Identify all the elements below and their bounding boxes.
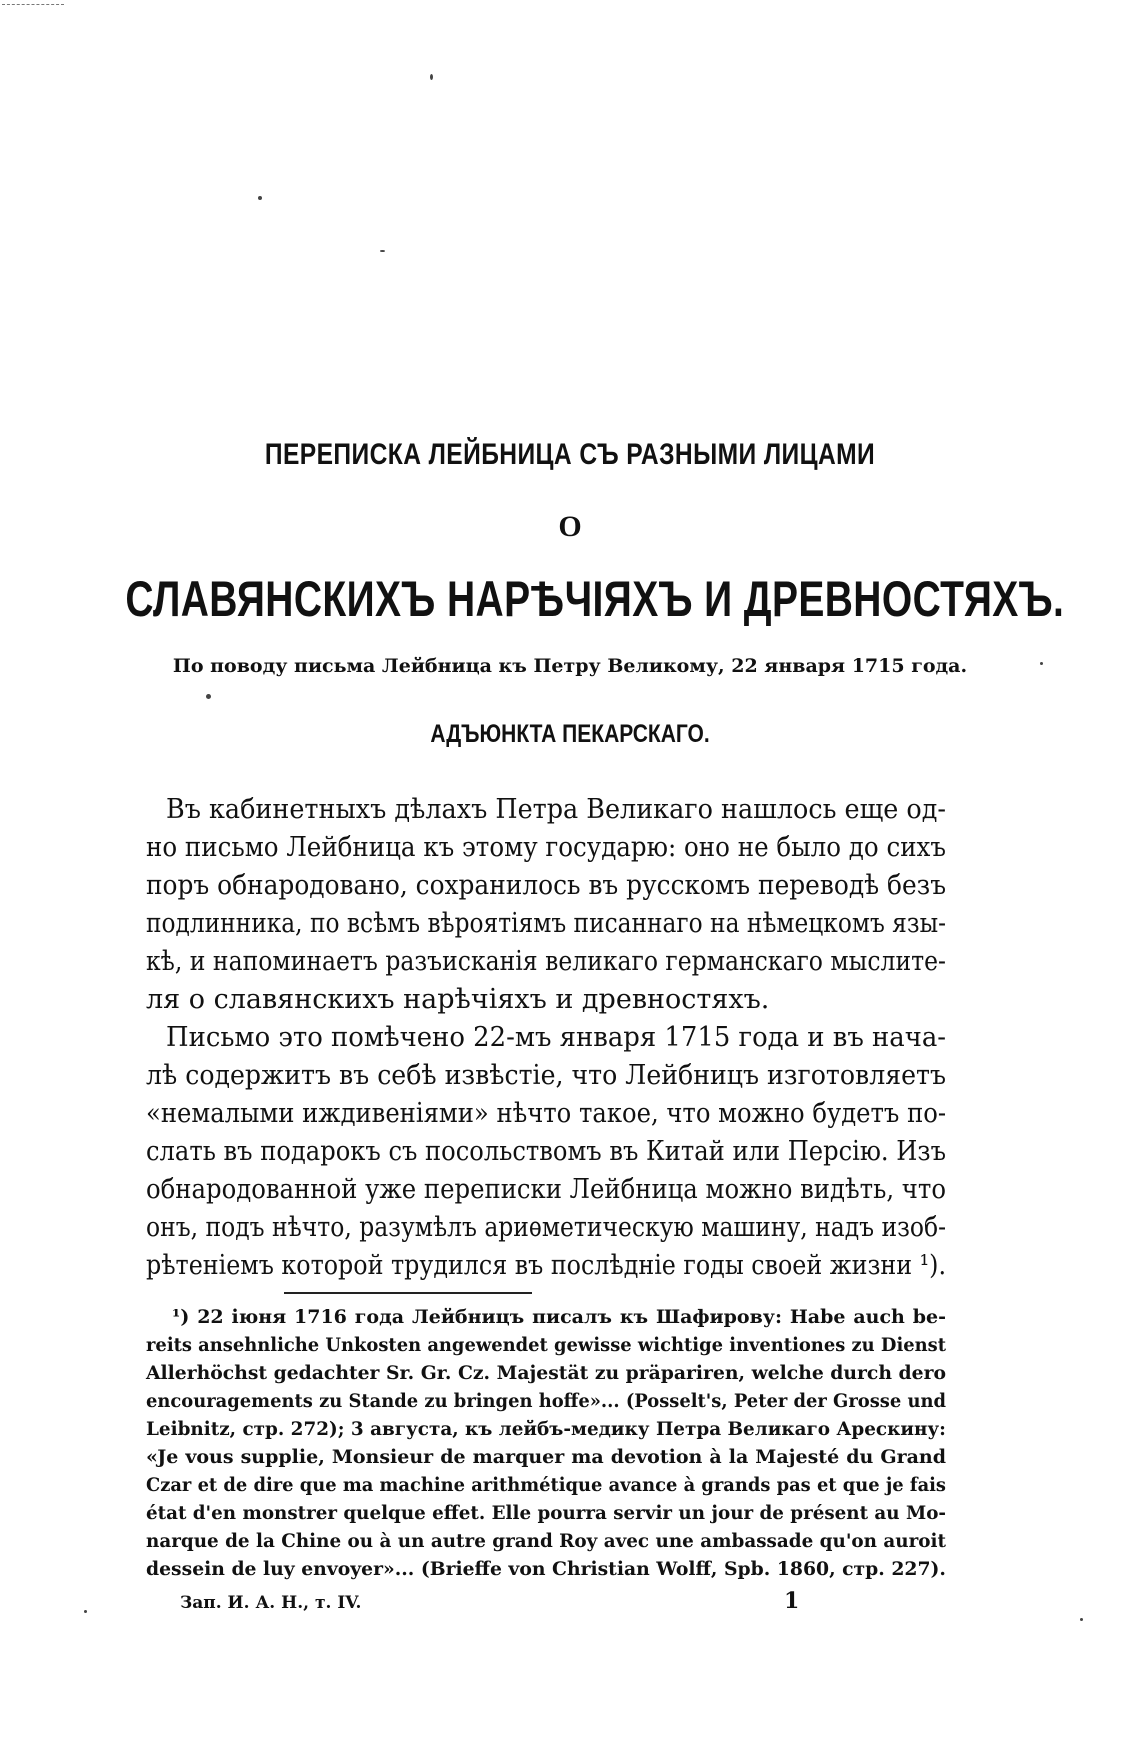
footnote-line: reits ansehnliche Unkosten angewendet gewisse wichtige inventiones zu Dienst bbox=[146, 1334, 946, 1356]
subtitle: По поводу письма Лейбница къ Петру Великому, 22 января 1715 года. bbox=[172, 655, 968, 677]
footnote-line: état d'en monstrer quelque effet. Elle pourra servir un jour de présent au Mo- bbox=[146, 1502, 946, 1524]
scan-speck bbox=[1080, 1618, 1083, 1621]
body-line: «немалыми иждивеніями» нѣчто такое, что можно будетъ по- bbox=[146, 1098, 947, 1129]
body-line: подлинника, по всѣмъ вѣроятіямъ писаннаго на нѣмецкомъ язы- bbox=[146, 908, 946, 939]
scan-speck bbox=[84, 1610, 87, 1613]
body-line: но письмо Лейбница къ этому государю: оно не было до сихъ bbox=[146, 832, 947, 863]
scan-speck bbox=[380, 250, 385, 252]
scan-speck bbox=[206, 694, 211, 699]
footnote-line: ¹) 22 іюня 1716 года Лейбницъ писалъ къ Шафирову: Habe auch be- bbox=[172, 1306, 946, 1328]
footnote-line: «Je vous supplie, Monsieur de marquer ma devotion à la Majesté du Grand bbox=[146, 1446, 946, 1468]
body-line: Въ кабинетныхъ дѣлахъ Петра Великаго нашлось еще од- bbox=[166, 794, 947, 825]
signature-mark: Зап. И. А. Н., т. IV. bbox=[180, 1593, 362, 1613]
title-line-2: О bbox=[558, 510, 582, 543]
footnote-line: dessein de luy envoyer»... (Brieffe von Christian Wolff, Spb. 1860, стр. 227). bbox=[146, 1558, 946, 1580]
body-line: обнародованной уже переписки Лейбница можно видѣть, что bbox=[146, 1174, 947, 1205]
footnote-line: narque de la Chine ou à un autre grand Roy avec une ambassade qu'on auroit bbox=[146, 1530, 946, 1552]
body-line: ля о славянскихъ нарѣчіяхъ и древностяхъ. bbox=[146, 984, 770, 1015]
body-line: рѣтеніемъ которой трудился въ послѣдніе годы своей жизни ¹). bbox=[146, 1250, 947, 1281]
footnote-line: Allerhöchst gedachter Sr. Gr. Cz. Majestät zu präpariren, welche durch dero bbox=[146, 1362, 946, 1384]
scan-speck bbox=[430, 74, 433, 80]
scan-speck bbox=[258, 196, 262, 200]
body-line: поръ обнародовано, сохранилось въ русскомъ переводѣ безъ bbox=[146, 870, 947, 901]
body-line: слать въ подарокъ съ посольствомъ въ Китай или Персію. Изъ bbox=[146, 1136, 946, 1167]
body-line: Письмо это помѣчено 22-мъ января 1715 года и въ нача- bbox=[166, 1022, 947, 1053]
author-line: АДЪЮНКТА ПЕКАРСКАГО. bbox=[430, 720, 710, 748]
page-number: 1 bbox=[784, 1588, 800, 1614]
title-line-3: СЛАВЯНСКИХЪ НАРѢЧІЯХЪ И ДРЕВНОСТЯХЪ. bbox=[125, 571, 1065, 627]
footnote-line: Leibnitz, стр. 272); 3 августа, къ лейбъ-медику Петра Великаго Арескину: bbox=[146, 1418, 946, 1440]
scan-corner-mark bbox=[2, 4, 64, 5]
footnote-line: Czar et de dire que ma machine arithmétique avance à grands pas et que je fais bbox=[146, 1474, 946, 1496]
body-line: лѣ содержитъ въ себѣ извѣстіе, что Лейбницъ изготовляетъ bbox=[146, 1060, 946, 1091]
title-line-1: ПЕРЕПИСКА ЛЕЙБНИЦА СЪ РАЗНЫМИ ЛИЦАМИ bbox=[264, 438, 876, 471]
body-line: онъ, подъ нѣчто, разумѣлъ ариѳметическую машину, надъ изоб- bbox=[146, 1212, 947, 1243]
body-line: кѣ, и напоминаетъ разъисканія великаго германскаго мыслите- bbox=[146, 946, 946, 977]
footnote-rule bbox=[284, 1292, 532, 1294]
footnote-line: encouragements zu Stande zu bringen hoffe»... (Posselt's, Peter der Grosse und bbox=[146, 1390, 947, 1412]
